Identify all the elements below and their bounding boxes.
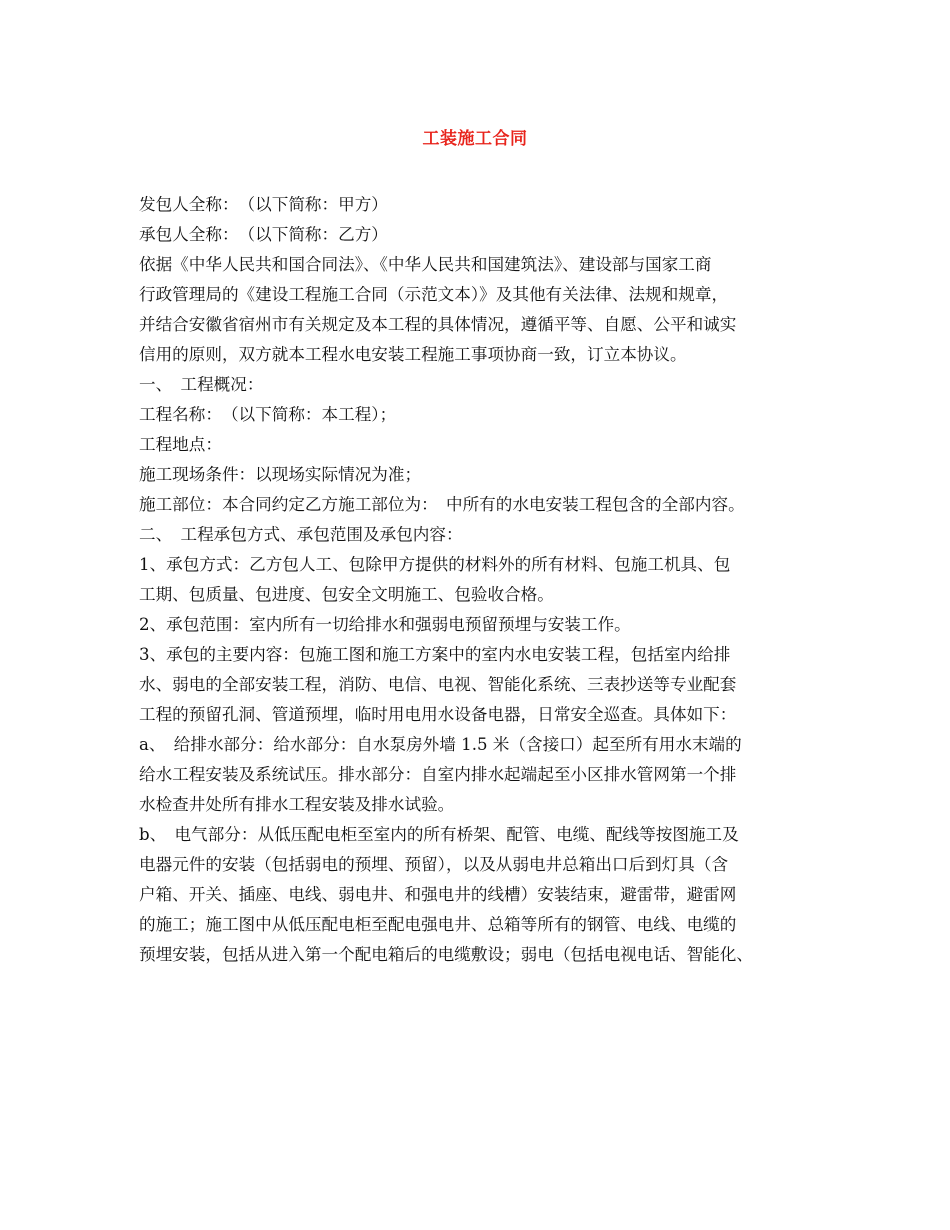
- text-line: 1、承包方式：乙方包人工、包除甲方提供的材料外的所有材料、包施工机具、包: [139, 555, 731, 574]
- text-line: 电器元件的安装（包括弱电的预埋、预留），以及从弱电井总箱出口后到灯具（含: [139, 855, 729, 874]
- text-line: b、 电气部分：从低压配电柜至室内的所有桥架、配管、电缆、配线等按图施工及: [139, 825, 739, 844]
- document-title: 工装施工合同: [422, 129, 528, 149]
- text-line: 施工部位：本合同约定乙方施工部位为： 中所有的水电安装工程包含的全部内容。: [139, 495, 745, 514]
- text-line: 工程名称： （以下简称：本工程）；: [139, 405, 397, 424]
- text-line: 施工现场条件：以现场实际情况为准；: [139, 465, 422, 484]
- text-line: 工期、包质量、包进度、包安全文明施工、包验收合格。: [139, 585, 554, 604]
- text-line: 户箱、开关、插座、电线、弱电井、和强电井的线槽）安装结束，避雷带，避雷网: [139, 885, 737, 904]
- text-line: 预埋安装，包括从进入第一个配电箱后的电缆敷设；弱电（包括电视电话、智能化、: [139, 945, 753, 964]
- section-heading: 二、 工程承包方式、承包范围及承包内容：: [139, 525, 463, 544]
- text-line: 的施工；施工图中从低压配电柜至配电强电井、总箱等所有的钢管、电线、电缆的: [139, 915, 737, 934]
- text-line: 工程的预留孔洞、管道预埋，临时用电用水设备电器，日常安全巡查。具体如下：: [139, 705, 737, 724]
- text-line: 信用的原则，双方就本工程水电安装工程施工事项协商一致，订立本协议。: [139, 345, 687, 364]
- text-line: 水、弱电的全部安装工程，消防、电信、电视、智能化系统、三表抄送等专业配套: [139, 675, 737, 694]
- text-line: 3、承包的主要内容：包施工图和施工方案中的室内水电安装工程，包括室内给排: [139, 645, 731, 664]
- text-line: 依据《中华人民共和国合同法》、《中华人民共和国建筑法》、建设部与国家工商: [139, 255, 712, 274]
- text-line: 2、承包范围：室内所有一切给排水和强弱电预留预埋与安装工作。: [139, 615, 631, 634]
- text-line: 水检查井处所有排水工程安装及排水试验。: [139, 795, 455, 814]
- text-line: 承包人全称： （以下简称：乙方）: [139, 225, 388, 244]
- section-heading: 一、 工程概况：: [139, 375, 264, 394]
- text-line: 工程地点：: [139, 435, 222, 454]
- text-line: 发包人全称： （以下简称：甲方）: [139, 195, 388, 214]
- document-body: [139, 190, 829, 970]
- text-line: a、 给排水部分：给水部分：自水泵房外墙 1.5 米（含接口）起至所有用水末端的: [139, 735, 742, 754]
- text-line: 并结合安徽省宿州市有关规定及本工程的具体情况，遵循平等、自愿、公平和诚实: [139, 315, 737, 334]
- text-line: 行政管理局的《建设工程施工合同（示范文本）》及其他有关法律、法规和规章，: [139, 285, 729, 304]
- text-line: 给水工程安装及系统试压。排水部分：自室内排水起端起至小区排水管网第一个排: [139, 765, 737, 784]
